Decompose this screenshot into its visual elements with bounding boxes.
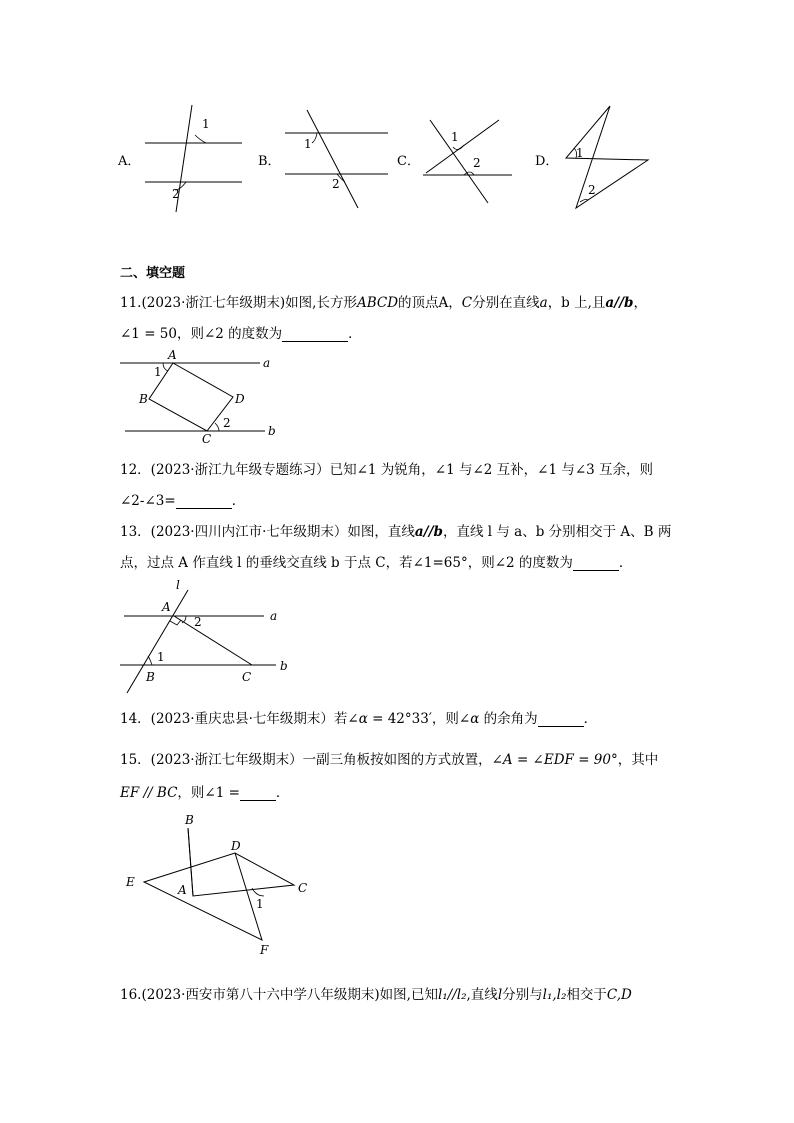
- q15-label-C: C: [298, 881, 308, 895]
- q13-label-l: l: [176, 578, 180, 592]
- q11-label-B: B: [139, 392, 148, 406]
- option-c-figure: [418, 105, 518, 210]
- q13-line-1: 13．(2023·四川内江市·七年级期末）如图，直线a//b，直线 l 与 a、b 分别相交于 A、B 两: [120, 524, 672, 540]
- option-c-label: C．: [397, 154, 420, 169]
- option-b-angle-1: 1: [304, 137, 312, 151]
- q15-label-1: 1: [256, 897, 264, 911]
- option-a-angle-2: 2: [172, 187, 180, 201]
- q13-label-C: C: [242, 670, 252, 684]
- option-b-angle-2: 2: [332, 177, 340, 191]
- q13-label-A: A: [162, 600, 171, 614]
- q11-label-a: a: [263, 356, 271, 370]
- option-d-angle-2: 2: [588, 183, 596, 197]
- q13-label-2: 2: [194, 615, 202, 629]
- q11-line-1: 11.(2023·浙江七年级期末)如图,长方形ABCD的顶点A，C分别在直线a，b 上,且a//b，: [120, 295, 647, 311]
- q15-label-A: A: [178, 883, 187, 897]
- q16-line-1: 16.(2023·西安市第八十六中学八年级期末)如图,已知l₁//l₂,直线l分别与l₁,l₂相交于C,D: [120, 987, 632, 1003]
- q12-answer-blank[interactable]: [176, 494, 232, 509]
- q13-label-b: b: [280, 659, 288, 673]
- q12-line-2: ∠2-∠3= ．: [120, 493, 246, 509]
- q15-figure: [118, 808, 318, 960]
- q15-line-1: 15．(2023·浙江七年级期末）一副三角板按如图的方式放置，∠A = ∠EDF = 90°，其中: [120, 752, 659, 768]
- q15-answer-blank[interactable]: [240, 786, 276, 801]
- q13-line-2: 点，过点 A 作直线 l 的垂线交直线 b 于点 C，若∠1=65°，则∠2 的度数为 ．: [120, 555, 633, 571]
- q13-label-a: a: [270, 609, 278, 623]
- q15-label-B: B: [185, 813, 194, 827]
- option-b-figure: [280, 100, 395, 215]
- option-d-label: D．: [535, 154, 559, 169]
- q12-line-1: 12．(2023·浙江九年级专题练习）已知∠1 为锐角，∠1 与∠2 互补，∠1 与∠3 互余，则: [120, 462, 654, 478]
- option-d-angle-1: 1: [576, 146, 584, 160]
- option-c-angle-2: 2: [473, 156, 481, 170]
- q11-label-C: C: [202, 432, 212, 445]
- section-title: 二、填空题: [120, 266, 186, 281]
- q15-label-F: F: [260, 943, 269, 957]
- q14-answer-blank[interactable]: [538, 712, 584, 727]
- q13-answer-blank[interactable]: [573, 556, 619, 571]
- q11-figure: [115, 345, 290, 445]
- q13-figure: [112, 575, 297, 695]
- q11-line-2: ∠1 = 50，则∠2 的度数为 ．: [120, 326, 362, 342]
- q15-line-2: EF // BC，则∠1 = ．: [120, 785, 290, 801]
- q11-answer-blank[interactable]: [282, 327, 348, 342]
- q15-label-D: D: [231, 839, 241, 853]
- option-a-figure: [140, 100, 250, 215]
- option-b-label: B．: [258, 154, 281, 169]
- option-c-angle-1: 1: [451, 130, 459, 144]
- q14-line-1: 14．(2023·重庆忠县·七年级期末）若∠α = 42°33′，则∠α 的余角为 ．: [120, 711, 598, 727]
- q11-label-A: A: [168, 348, 177, 362]
- q13-label-B: B: [146, 670, 155, 684]
- option-d-figure: [558, 100, 658, 215]
- q11-label-D: D: [235, 392, 245, 406]
- q11-label-2: 2: [223, 416, 231, 430]
- option-a-angle-1: 1: [202, 117, 210, 131]
- q11-label-b: b: [268, 424, 276, 438]
- q13-label-1: 1: [157, 650, 165, 664]
- q11-label-1: 1: [154, 365, 162, 379]
- option-a-label: A．: [118, 154, 141, 169]
- q15-label-E: E: [126, 875, 135, 889]
